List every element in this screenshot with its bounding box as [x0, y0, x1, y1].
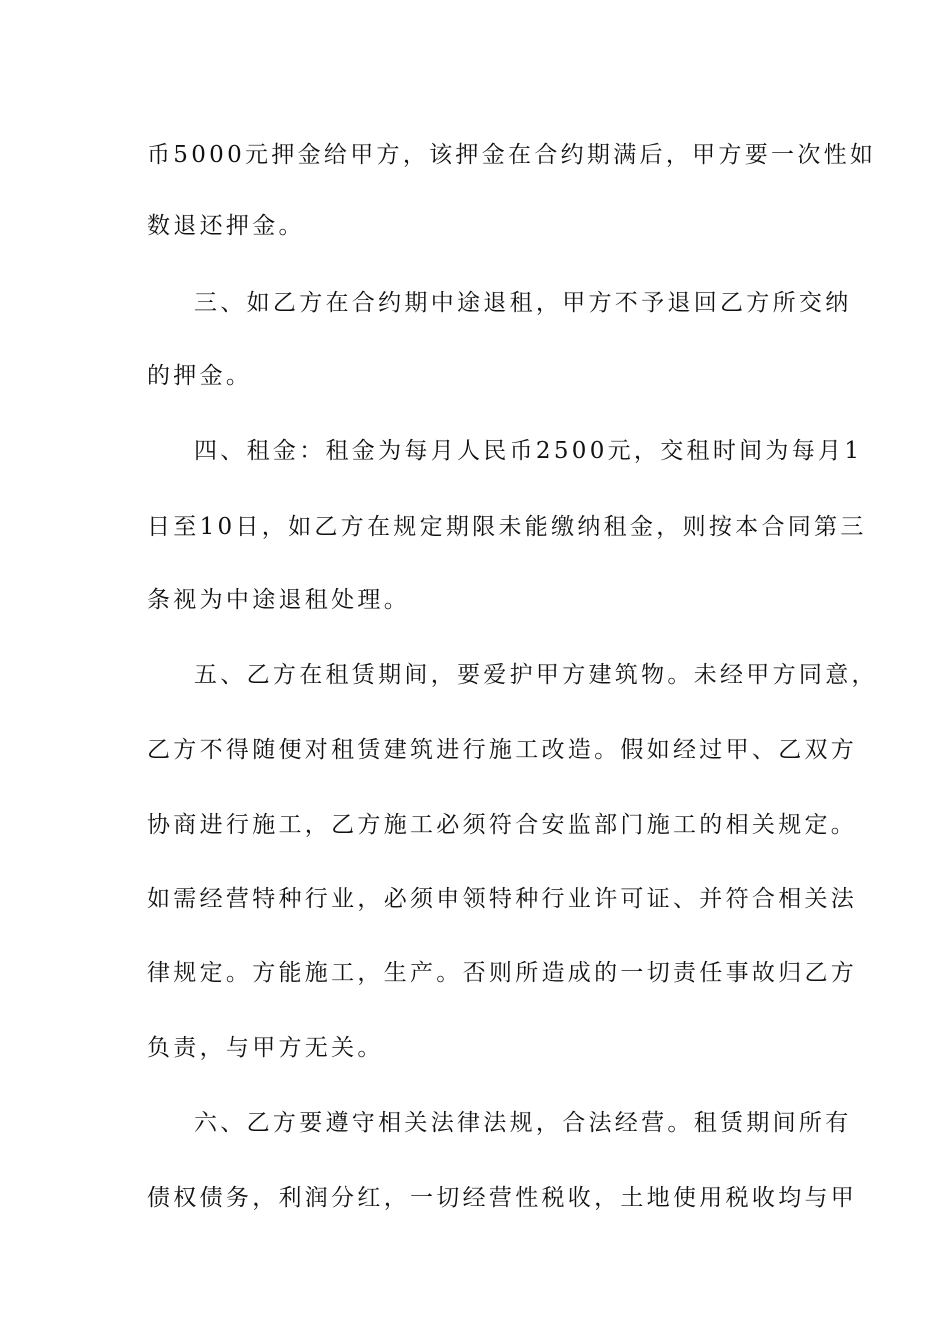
text-line: 乙方不得随便对租赁建筑进行施工改造。假如经过甲、乙双方 [147, 737, 858, 763]
text-line: 日至10日，如乙方在规定期限未能缴纳租金，则按本合同第三 [147, 514, 867, 540]
paragraph-three-start: 三、如乙方在合约期中途退租，甲方不予退回乙方所交纳 [194, 290, 852, 316]
text-line: 的押金。 [147, 363, 253, 389]
text-line: 负责，与甲方无关。 [147, 1035, 384, 1061]
paragraph-four-start: 四、租金：租金为每月人民币2500元，交租时间为每月1 [194, 438, 863, 464]
text-line: 数退还押金。 [147, 213, 305, 239]
paragraph-five-start: 五、乙方在租赁期间，要爱护甲方建筑物。未经甲方同意， [194, 662, 878, 688]
text-line: 如需经营特种行业，必须申领特种行业许可证、并符合相关法 [147, 886, 858, 912]
text-line: 条视为中途退租处理。 [147, 587, 410, 613]
paragraph-six-start: 六、乙方要遵守相关法律法规，合法经营。租赁期间所有 [194, 1110, 852, 1136]
text-line: 币5000元押金给甲方，该押金在合约期满后，甲方要一次性如 [147, 142, 877, 168]
text-line: 债权债务，利润分红，一切经营性税收，土地使用税收均与甲 [147, 1185, 858, 1211]
text-line: 律规定。方能施工，生产。否则所造成的一切责任事故归乙方 [147, 960, 858, 986]
text-line: 协商进行施工，乙方施工必须符合安监部门施工的相关规定。 [147, 812, 858, 838]
